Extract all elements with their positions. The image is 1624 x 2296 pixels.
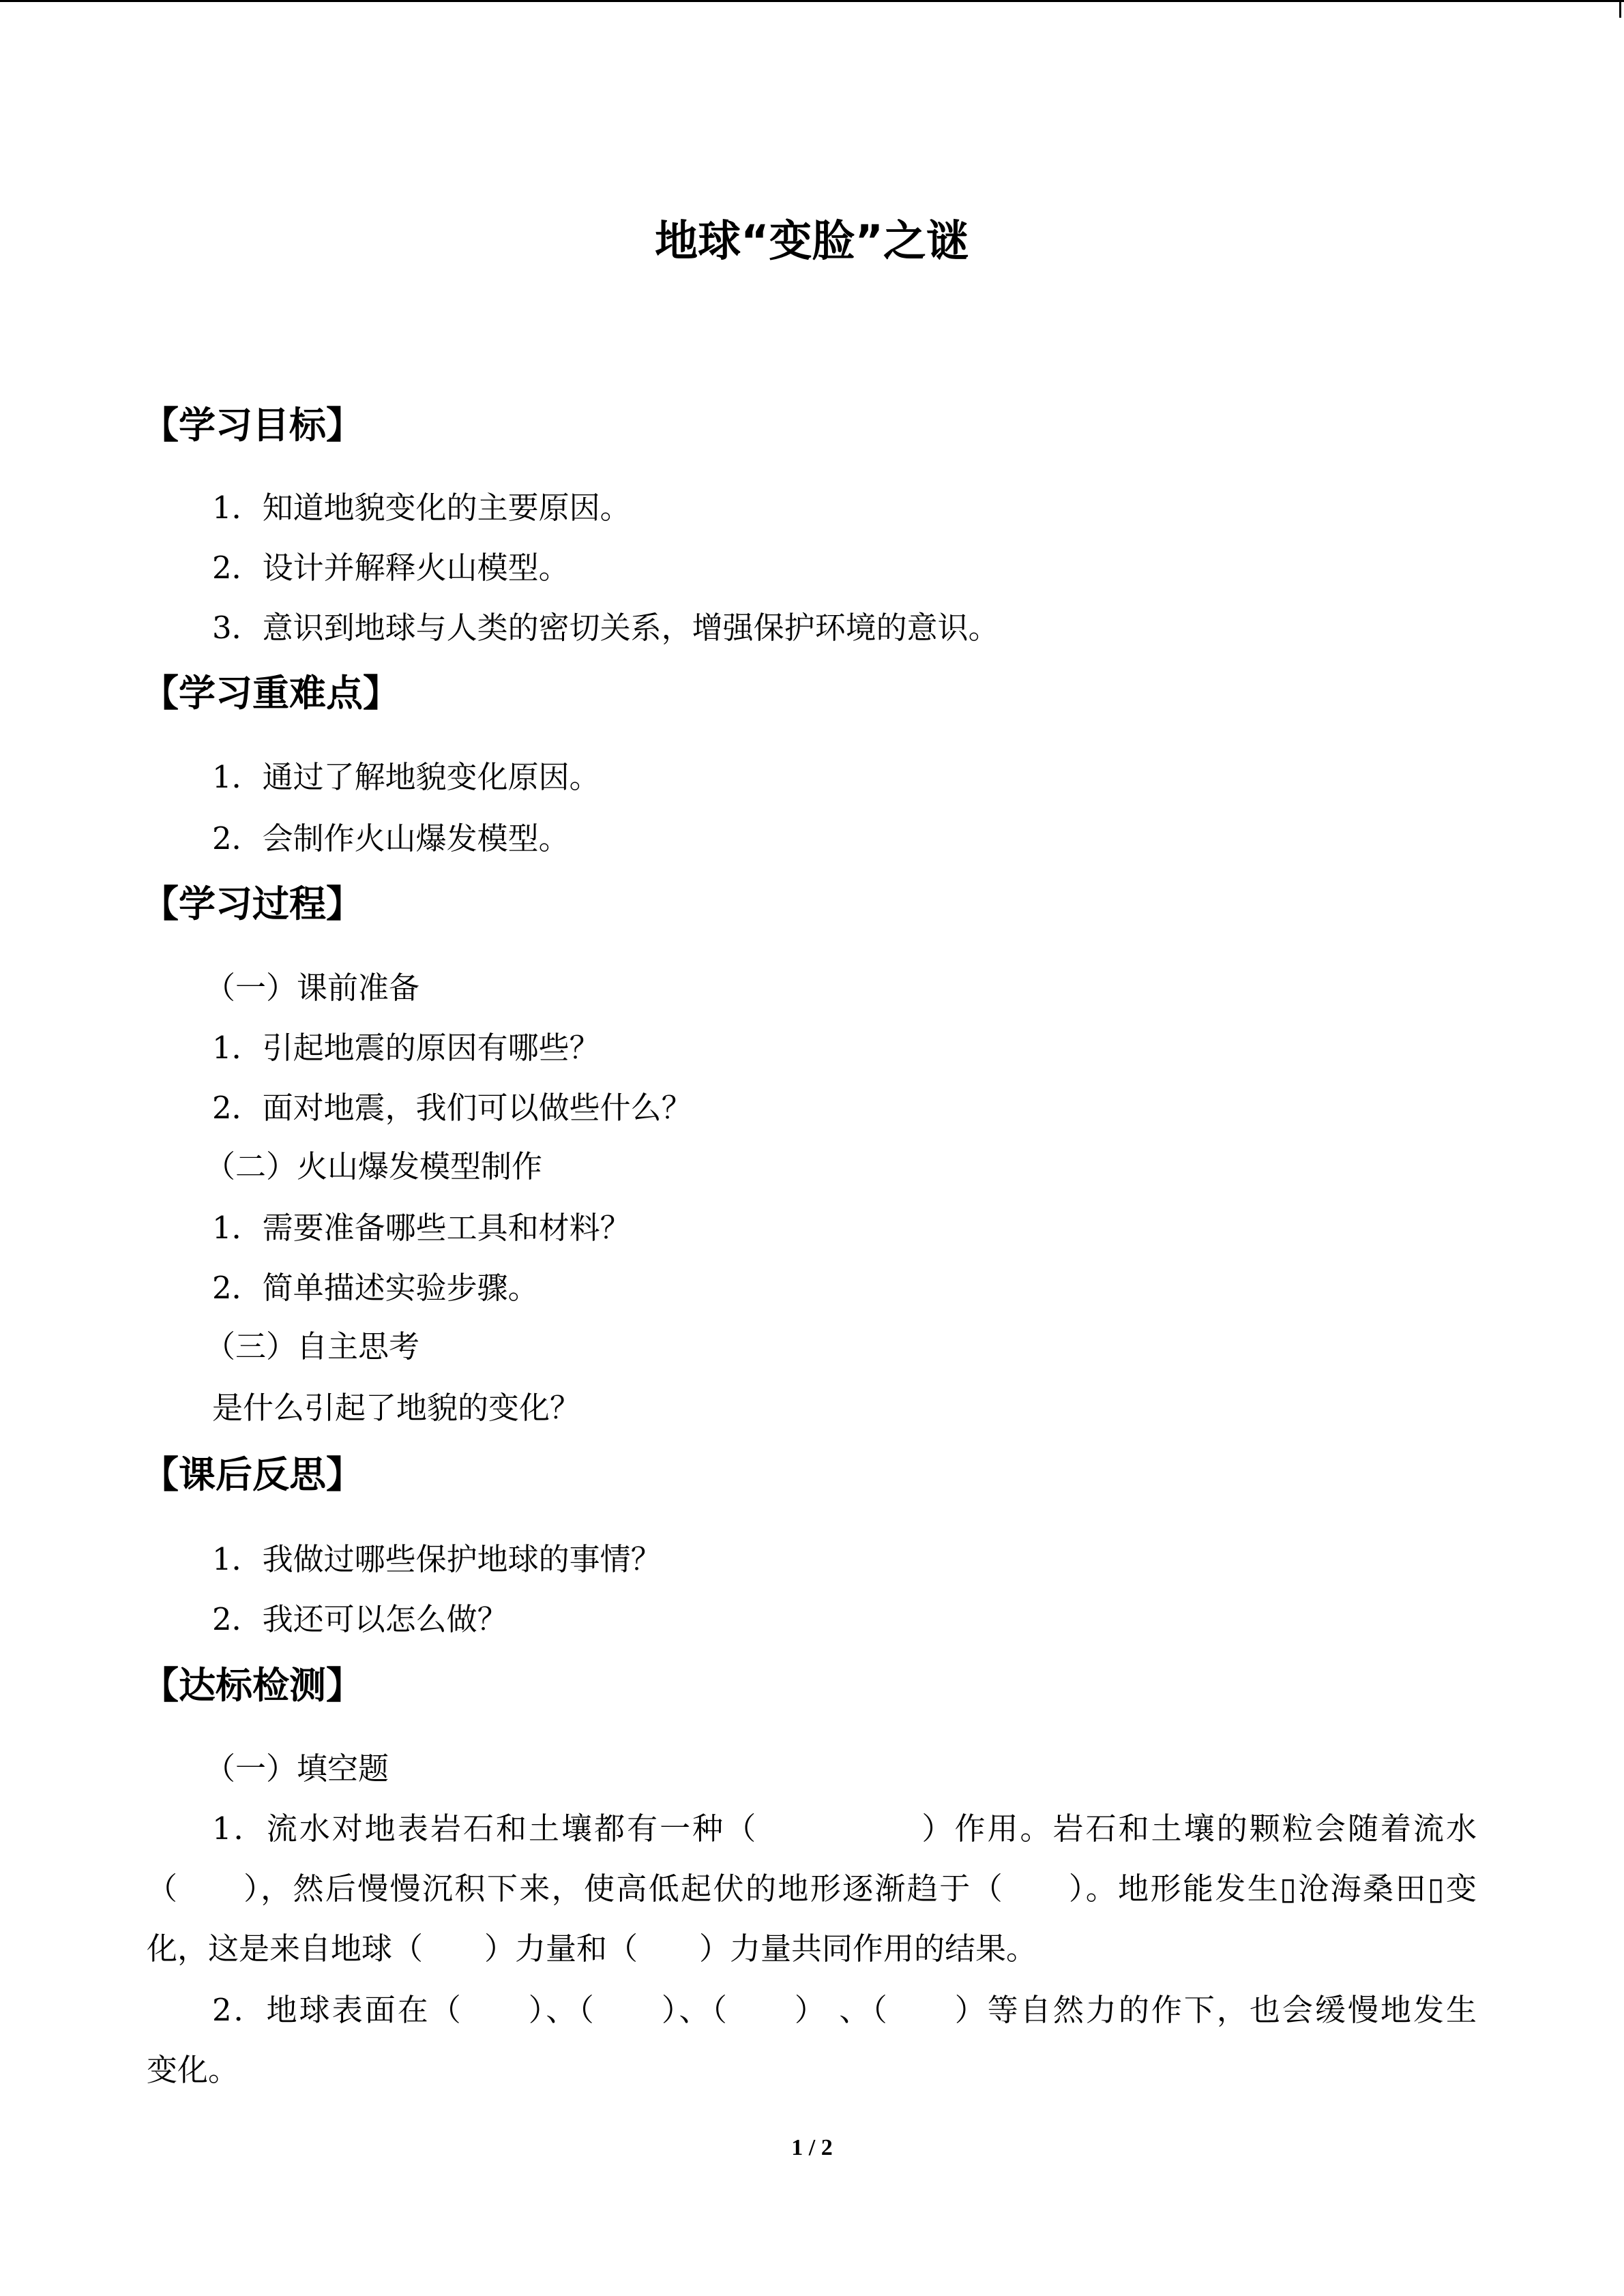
question-line: 2．地球表面在（ ）、（ ）、（ ） 、（ ）等自然力的作下，也会缓慢地发生 bbox=[212, 1992, 1477, 2028]
question-line: 变化。 bbox=[147, 2052, 239, 2088]
section-heading-reflection: 【课后反思】 bbox=[142, 1453, 363, 1496]
goal-item: 2．设计并解释火山模型。 bbox=[212, 550, 570, 586]
question-line: （ ），然后慢慢沉积下来，使高低起伏的地形逐渐趋于（ ）。地形能发生▯沧海桑田▯变 bbox=[147, 1870, 1477, 1907]
process-part-label: （三）自主思考 bbox=[205, 1328, 420, 1365]
process-item: 是什么引起了地貌的变化？ bbox=[212, 1390, 581, 1426]
page-corner-border bbox=[1619, 0, 1621, 18]
page-title: 地球“变脸”之谜 bbox=[655, 216, 969, 266]
page-number: 1 / 2 bbox=[791, 2135, 833, 2160]
assessment-part-label: （一）填空题 bbox=[205, 1750, 389, 1787]
section-heading-assessment: 【达标检测】 bbox=[142, 1664, 363, 1707]
section-heading-goals: 【学习目标】 bbox=[142, 404, 363, 447]
process-part-label: （二）火山爆发模型制作 bbox=[205, 1148, 543, 1184]
question-line: 化，这是来自地球（ ）力量和（ ）力量共同作用的结果。 bbox=[147, 1930, 1037, 1967]
key-point-item: 2．会制作火山爆发模型。 bbox=[212, 820, 570, 856]
page-top-border bbox=[0, 0, 1624, 2]
process-item: 1．需要准备哪些工具和材料？ bbox=[212, 1210, 631, 1246]
goal-item: 3．意识到地球与人类的密切关系，增强保护环境的意识。 bbox=[212, 610, 999, 646]
reflection-item: 2．我还可以怎么做？ bbox=[212, 1601, 508, 1637]
fill-blank-question-2 bbox=[147, 1980, 1477, 2100]
process-part-label: （一）课前准备 bbox=[205, 970, 420, 1006]
section-heading-key-points: 【学习重难点】 bbox=[142, 672, 400, 715]
reflection-item: 1．我做过哪些保护地球的事情？ bbox=[212, 1541, 662, 1577]
key-point-item: 1．通过了解地貌变化原因。 bbox=[212, 759, 600, 795]
process-item: 2．简单描述实验步骤。 bbox=[212, 1270, 539, 1306]
question-line: 1．流水对地表岩石和土壤都有一种（ ）作用。岩石和土壤的颗粒会随着流水 bbox=[212, 1810, 1477, 1847]
goal-item: 1．知道地貌变化的主要原因。 bbox=[212, 490, 631, 526]
process-item: 2．面对地震，我们可以做些什么？ bbox=[212, 1090, 692, 1126]
section-heading-process: 【学习过程】 bbox=[142, 882, 363, 925]
process-item: 1．引起地震的原因有哪些？ bbox=[212, 1030, 600, 1066]
fill-blank-question-1 bbox=[147, 1799, 1477, 1979]
